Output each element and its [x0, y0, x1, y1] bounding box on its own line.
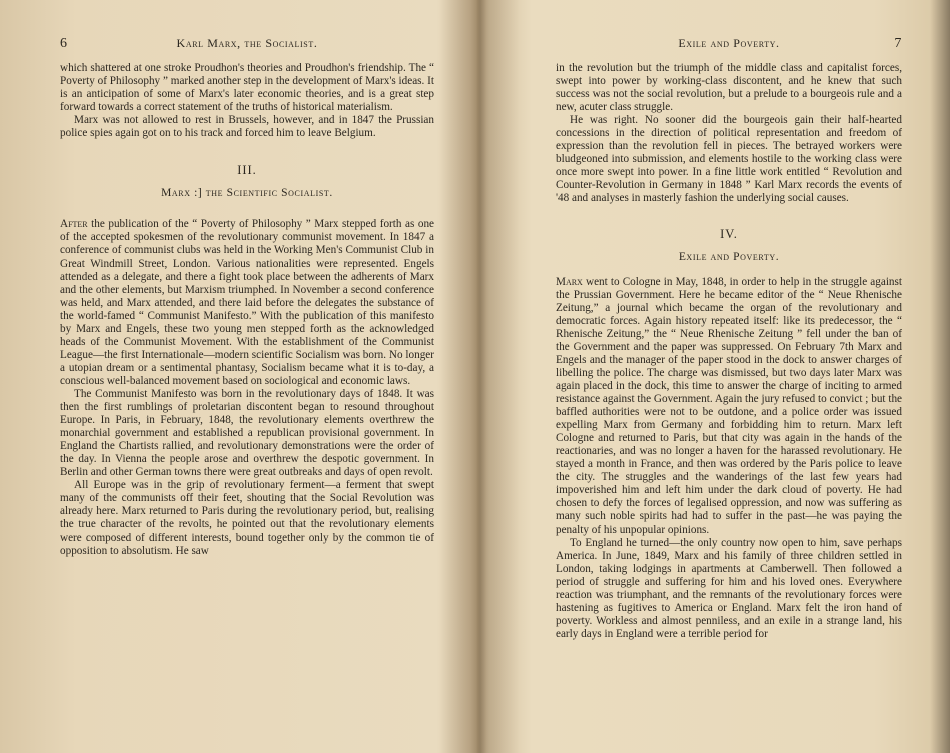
section-first-word: After	[60, 218, 88, 231]
left-running-title: Karl Marx, the Socialist.	[176, 36, 318, 50]
paragraph: which shattered at one stroke Proudhon's theories and Proudhon's friendship. The “ Poverty of Philosophy ” marked another step in the development of Marx's ideas. It is an anticipation of some of Marx's later economic theories, and is a great step forward towards a correct statement of the truths of historical materialism.	[60, 62, 434, 114]
left-body-text	[60, 62, 434, 558]
paragraph: The Communist Manifesto was born in the revolutionary days of 1848. It was then the first rumblings of proletarian discontent began to resound throughout Europe. In Paris, in February, 1848, the revolutionary elements overthrew the monarchial government and established a republican provisional government. In England the Chartists rallied, and revolutionary demonstrations were the order of the day. In Vienna the people arose and overthrew the despotic government. In Berlin and other German towns there were great outbreaks and days of open revolt.	[60, 387, 434, 479]
section-first-word: Marx	[556, 275, 583, 288]
section-numeral-iii: III.	[237, 163, 257, 178]
paragraph: Marx was not allowed to rest in Brussels, however, and in 1847 the Prussian police spies again got on to his track and forced him to leave Belgium.	[60, 114, 434, 140]
left-page-number: 6	[60, 36, 68, 51]
right-running-title: Exile and Poverty.	[678, 36, 780, 50]
section-heading-iii: Marx :] the Scientific Socialist.	[161, 187, 333, 200]
section-numeral-iv: IV.	[720, 226, 738, 241]
paragraph: in the revolution but the triumph of the middle class and capitalist forces, swept into power by working-class discontent, and he knew that such success was not the social revolution, but a prelude to a bourgeois rule and a new, acuter class struggle.	[556, 62, 902, 114]
paragraph: To England he turned—the only country now open to him, save perhaps America. In June, 1849, Marx and his family of three children settled in London, taking lodgings in apartments at Camberwell. Then followed a period of struggle and suffering for him and his loved ones. Everywhere reaction was triumphant, and the remnants of the revolutionary forces were hastening as fugitives to America or England. Marx felt the iron hand of poverty. Workless and almost penniless, and an exile in a strange land, his early days in England were a terrible period for	[556, 536, 902, 640]
paragraph: He was right. No sooner did the bourgeois gain their half-hearted concessions in the direction of political representation and freedom of expression than the revolution fell in pieces. The betrayed workers were bludgeoned into submission, and elements hostile to the working class were once more swept into power. In a fine little work entitled “ Revolution and Counter-Revolution in Germany in 1848 ” Karl Marx records the events of '48 and analyses in masterly fashion the underlying social causes.	[556, 114, 902, 205]
right-body-text	[556, 62, 902, 641]
right-page-number: 7	[894, 36, 902, 51]
paragraph	[60, 218, 434, 388]
paragraph	[556, 276, 902, 537]
left-running-head	[60, 36, 434, 56]
right-running-head	[556, 36, 902, 56]
paragraph: All Europe was in the grip of revolutionary ferment—a ferment that swept many of the communists off their feet, shouting that the Social Revolution was already here. Marx returned to Paris during the revolutionary period, but, realising the true character of the revolts, he pointed out that the revolutionary elements were composed of different interests, bound together only by the common tie of opposition to absolutism. He saw	[60, 479, 434, 557]
paragraph-text: went to Cologne in May, 1848, in order to help in the struggle against the Prussian Government. Here he became editor of the “ Neue Rhenische Zeitung,” a journal which became the organ of the revolutionary and democratic forces. Again history repeated itself: like its predecessor, the “ Rhenische Zeitung,” the “ Neue Rhenische Zeitung ” fell under the ban of the Government and the paper was suppressed. On February 7th Marx and Engels and the manager of the paper stood in the dock to answer charges of libelling the police. The charge was dismissed, but two days later Marx was again placed in the dock, this time to answer the charge of inciting to armed resistance against the Government. Again the jury refused to convict ; but the baffled authorities were not to be outdone, and a police order was issued expelling Marx from Germany and forbidding him to return. Marx left Cologne and returned to Paris, but that city was again in the hands of the reactionaries, and was no longer a haven for the harassed revolutionary. He stayed a month in France, and then was ordered by the Paris police to leave the city. The struggles and the wanderings of the last few years had impoverished him and left him under the dark cloud of poverty. He had chosen to defy the forces of legalised oppression, and now was suffering as many such noble spirits had had to suffer in the past—he was paying the penalty of his unpopular opinions.	[556, 275, 902, 536]
section-heading-iv: Exile and Poverty.	[678, 250, 780, 263]
right-page	[478, 0, 950, 753]
paragraph-text: the publication of the “ Poverty of Philosophy ” Marx stepped forth as one of the accepted spokesmen of the revolutionary communist movement. In 1847 a conference of communist clubs was held in the Working Men's Communist Club in Great Windmill Street, London. Various nationalities were represented. Engels attended as a delegate, and there a fight took place between the adherents of Marx and the other elements, but Marxism triumphed. In November a second conference was held, and Marx attended, and there laid before the delegates the substance of the world-famed “ Communist Manifesto.” With the publication of this manifesto by Marx and Engels, these two young men stepped forth as the acknowledged heads of the Communist Movement. With the establishment of the Communist League—the first Internationale—modern scientific Socialism was born. No longer a utopian dream or a sentimental phantasy, Socialism became what it is to-day, a conscious well-balanced movement based on sociological and economic laws.	[60, 218, 434, 387]
